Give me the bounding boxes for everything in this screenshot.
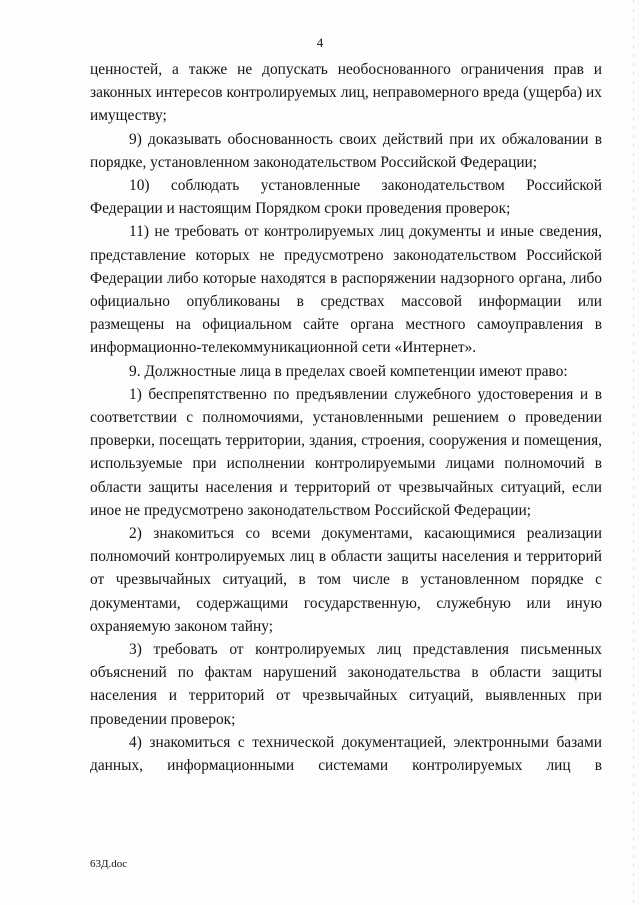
footer-file-name: 63Д.doc [90,858,128,870]
right-item-2: 2) знакомиться со всеми документами, касающимися реализации полномочий контролируемых лиц в области защиты населения и территорий от чрезвычайных ситуаций, в том числе в установленном порядке с документами, содержащими государственную, служебную или иную охраняемую законом тайну; [90,525,602,635]
paragraph-item-9: 9) доказывать обоснованность своих действий при их обжаловании в порядке, установленном законодательством Российской Федерации; [90,130,602,171]
paragraph-continuation: ценностей, а также не допускать необоснованного ограничения прав и законных интересов контролируемых лиц, неправомерного вреда (ущерба) их имуществу; [90,61,602,125]
paragraph-item-10: 10) соблюдать установленные законодательством Российской Федерации и настоящим Порядком сроки проведения проверок; [90,177,602,218]
scan-edge-artifact [633,0,634,905]
paragraph-item-11: 11) не требовать от контролируемых лиц документы и иные сведения, представление которых не предусмотрено законодательством Российской Федерации либо которые находятся в распоряжении надзорного органа, либо официально опубликованы в средствах массовой информации или размещены на официальном сайте органа местного самоуправления в информационно-телекоммуникационной сети «Интернет». [90,223,602,357]
right-item-3: 3) требовать от контролируемых лиц представления письменных объяснений по фактам нарушений законодательства в области защиты населения и территорий от чрезвычайных ситуаций, выявленных при проведении проверок; [90,641,602,728]
right-item-1: 1) беспрепятственно по предъявлении служебного удостоверения и в соответствии с полномочиями, установленными решением о проведении проверки, посещать территории, здания, строения, сооружения и помещения, используемые при исполнении контролируемыми лицами полномочий в области защиты населения и территорий от чрезвычайных ситуаций, если иное не предусмотрено законодательством Российской Федерации; [90,385,602,519]
page-number: 4 [316,35,324,50]
document-body [90,58,602,777]
right-item-4: 4) знакомиться с технической документацией, электронными базами данных, информационными системами контролируемых лиц в [90,733,602,775]
section-9-heading: 9. Должностные лица в пределах своей компетенции имеют право: [129,362,568,380]
